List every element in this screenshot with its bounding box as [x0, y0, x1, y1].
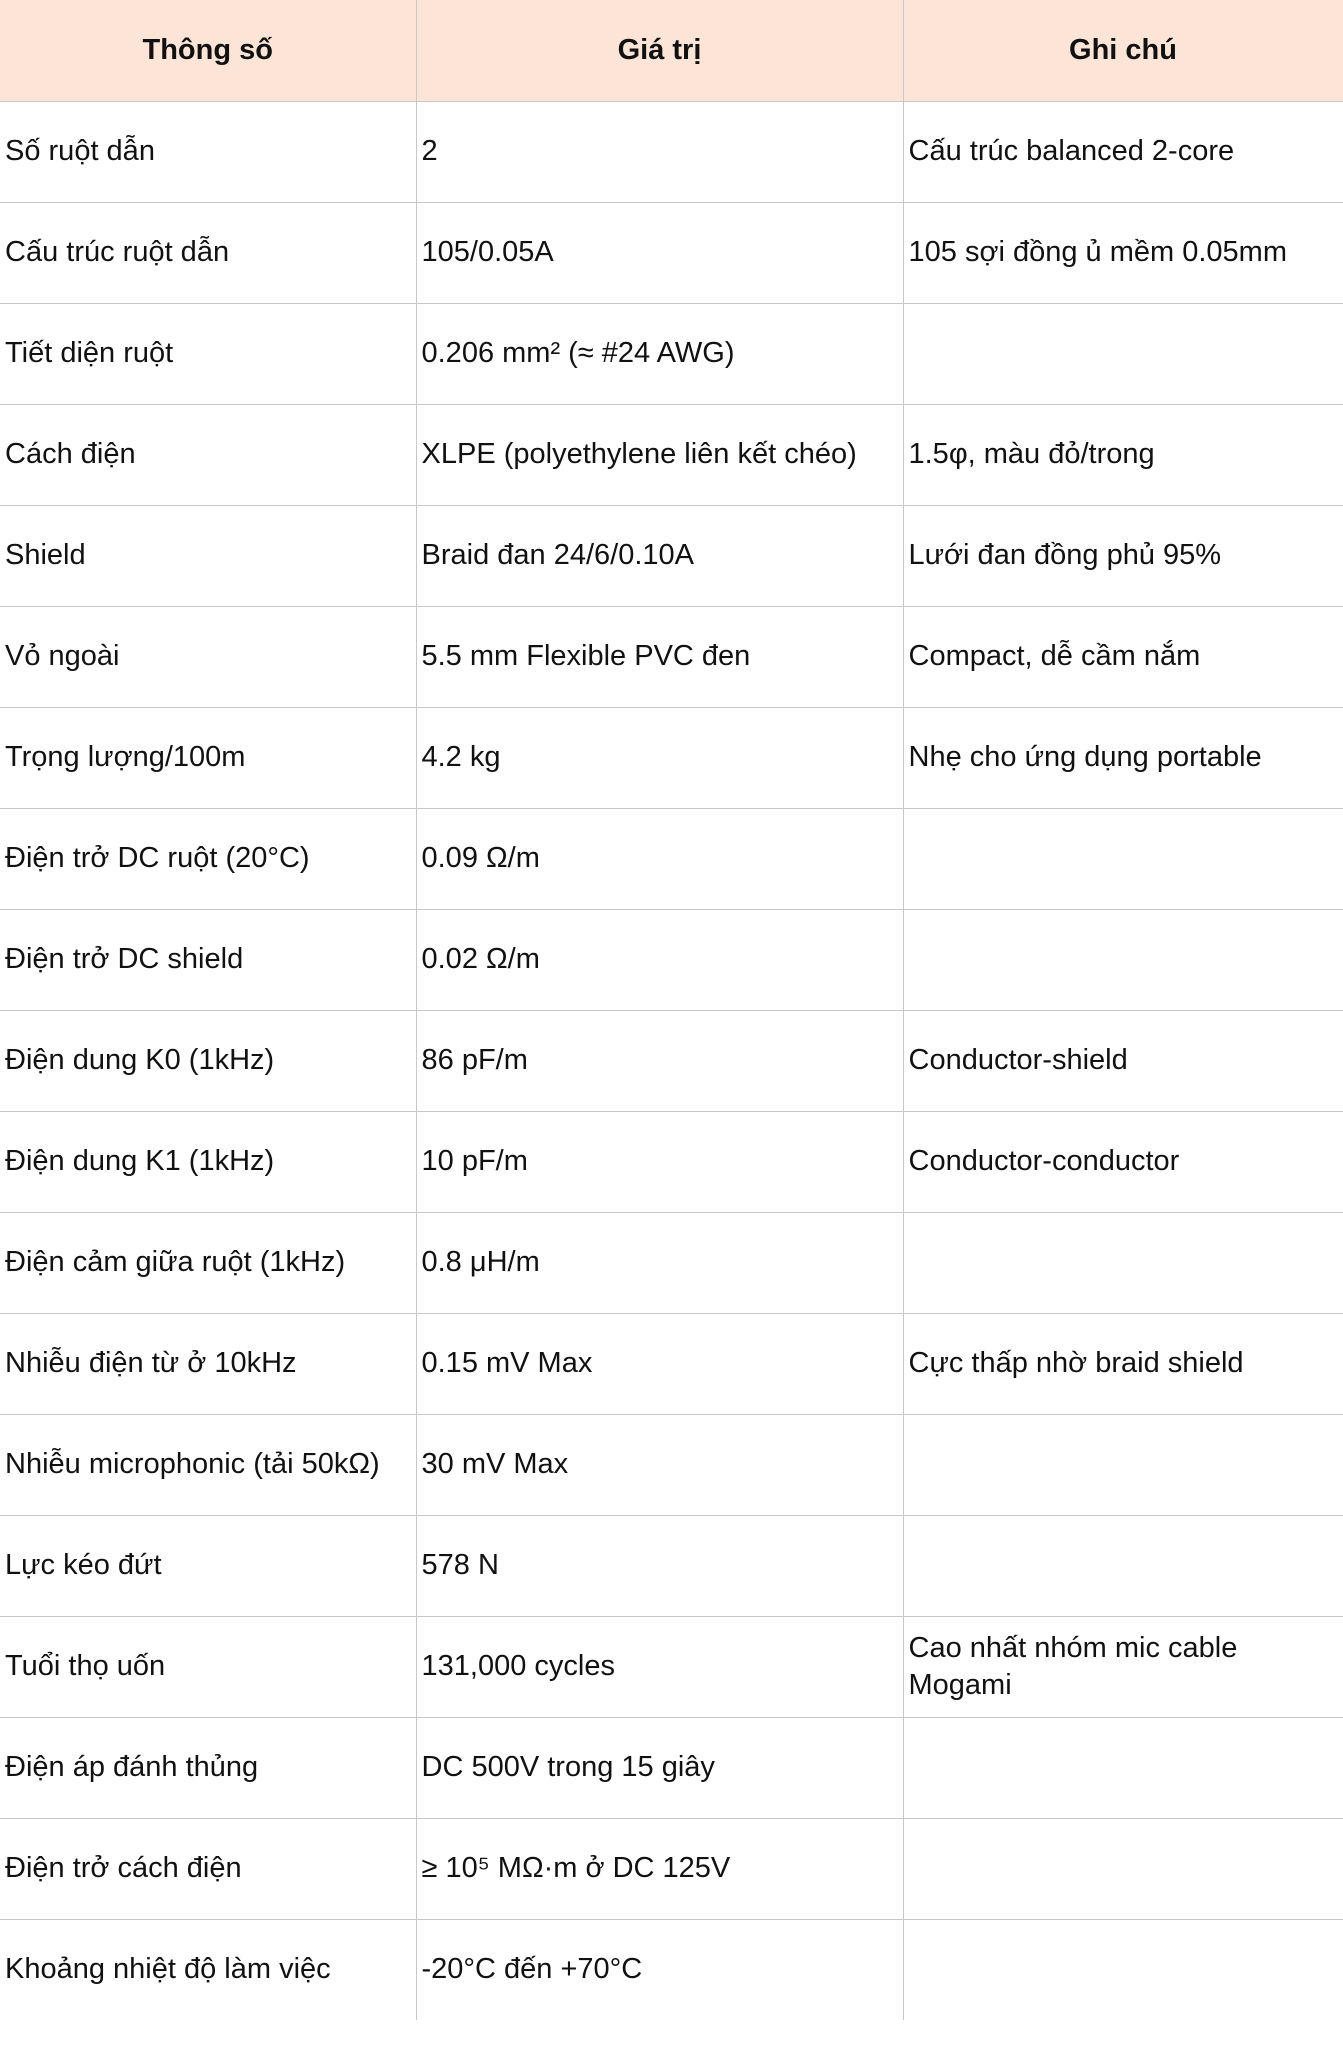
note-cell — [903, 1212, 1343, 1313]
note-cell: Conductor-conductor — [903, 1111, 1343, 1212]
table-row — [0, 1919, 1343, 2020]
table-row — [0, 1111, 1343, 1212]
value-cell: DC 500V trong 15 giây — [416, 1717, 903, 1818]
param-cell: Tuổi thọ uốn — [0, 1616, 416, 1717]
note-cell — [903, 808, 1343, 909]
param-cell: Nhiễu điện từ ở 10kHz — [0, 1313, 416, 1414]
table-row — [0, 1717, 1343, 1818]
param-cell: Nhiễu microphonic (tải 50kΩ) — [0, 1414, 416, 1515]
value-cell: 4.2 kg — [416, 707, 903, 808]
value-cell: 0.15 mV Max — [416, 1313, 903, 1414]
note-cell: Nhẹ cho ứng dụng portable — [903, 707, 1343, 808]
value-cell: 30 mV Max — [416, 1414, 903, 1515]
note-cell: Conductor-shield — [903, 1010, 1343, 1111]
note-cell — [903, 1515, 1343, 1616]
note-cell: 105 sợi đồng ủ mềm 0.05mm — [903, 202, 1343, 303]
table-row — [0, 1212, 1343, 1313]
value-cell: ≥ 10⁵ MΩ·m ở DC 125V — [416, 1818, 903, 1919]
table-row — [0, 1818, 1343, 1919]
note-cell — [903, 1717, 1343, 1818]
table-row — [0, 101, 1343, 202]
note-cell — [903, 1414, 1343, 1515]
table-row — [0, 303, 1343, 404]
param-cell: Điện cảm giữa ruột (1kHz) — [0, 1212, 416, 1313]
value-cell: XLPE (polyethylene liên kết chéo) — [416, 404, 903, 505]
value-cell: 105/0.05A — [416, 202, 903, 303]
value-cell: 131,000 cycles — [416, 1616, 903, 1717]
param-cell: Điện dung K1 (1kHz) — [0, 1111, 416, 1212]
note-cell — [903, 909, 1343, 1010]
note-cell: Cực thấp nhờ braid shield — [903, 1313, 1343, 1414]
table-row — [0, 505, 1343, 606]
table-row — [0, 1616, 1343, 1717]
header-gia-tri: Giá trị — [416, 0, 903, 101]
value-cell: -20°C đến +70°C — [416, 1919, 903, 2020]
table-row — [0, 1010, 1343, 1111]
param-cell: Tiết diện ruột — [0, 303, 416, 404]
note-cell — [903, 303, 1343, 404]
table-row — [0, 1515, 1343, 1616]
note-cell: 1.5φ, màu đỏ/trong — [903, 404, 1343, 505]
table-row — [0, 1414, 1343, 1515]
param-cell: Lực kéo đứt — [0, 1515, 416, 1616]
value-cell: 86 pF/m — [416, 1010, 903, 1111]
param-cell: Khoảng nhiệt độ làm việc — [0, 1919, 416, 2020]
table-row — [0, 909, 1343, 1010]
table-row — [0, 1313, 1343, 1414]
note-cell: Lưới đan đồng phủ 95% — [903, 505, 1343, 606]
note-cell: Cấu trúc balanced 2-core — [903, 101, 1343, 202]
header-ghi-chu: Ghi chú — [903, 0, 1343, 101]
note-cell: Cao nhất nhóm mic cable Mogami — [903, 1616, 1343, 1717]
header-thong-so: Thông số — [0, 0, 416, 101]
param-cell: Vỏ ngoài — [0, 606, 416, 707]
table-row — [0, 808, 1343, 909]
value-cell: 0.02 Ω/m — [416, 909, 903, 1010]
param-cell: Điện dung K0 (1kHz) — [0, 1010, 416, 1111]
table-row — [0, 606, 1343, 707]
value-cell: 0.09 Ω/m — [416, 808, 903, 909]
param-cell: Cách điện — [0, 404, 416, 505]
param-cell: Điện trở cách điện — [0, 1818, 416, 1919]
value-cell: 2 — [416, 101, 903, 202]
value-cell: 0.8 μH/m — [416, 1212, 903, 1313]
note-cell — [903, 1818, 1343, 1919]
table-row — [0, 202, 1343, 303]
value-cell: 10 pF/m — [416, 1111, 903, 1212]
param-cell: Điện áp đánh thủng — [0, 1717, 416, 1818]
param-cell: Cấu trúc ruột dẫn — [0, 202, 416, 303]
param-cell: Điện trở DC ruột (20°C) — [0, 808, 416, 909]
value-cell: Braid đan 24/6/0.10A — [416, 505, 903, 606]
param-cell: Số ruột dẫn — [0, 101, 416, 202]
table-row — [0, 707, 1343, 808]
value-cell: 578 N — [416, 1515, 903, 1616]
param-cell: Điện trở DC shield — [0, 909, 416, 1010]
note-cell — [903, 1919, 1343, 2020]
param-cell: Shield — [0, 505, 416, 606]
note-cell: Compact, dễ cầm nắm — [903, 606, 1343, 707]
table-body — [0, 101, 1343, 2020]
table-header — [0, 0, 1343, 101]
table-row — [0, 404, 1343, 505]
value-cell: 0.206 mm² (≈ #24 AWG) — [416, 303, 903, 404]
param-cell: Trọng lượng/100m — [0, 707, 416, 808]
header-row — [0, 0, 1343, 101]
value-cell: 5.5 mm Flexible PVC đen — [416, 606, 903, 707]
